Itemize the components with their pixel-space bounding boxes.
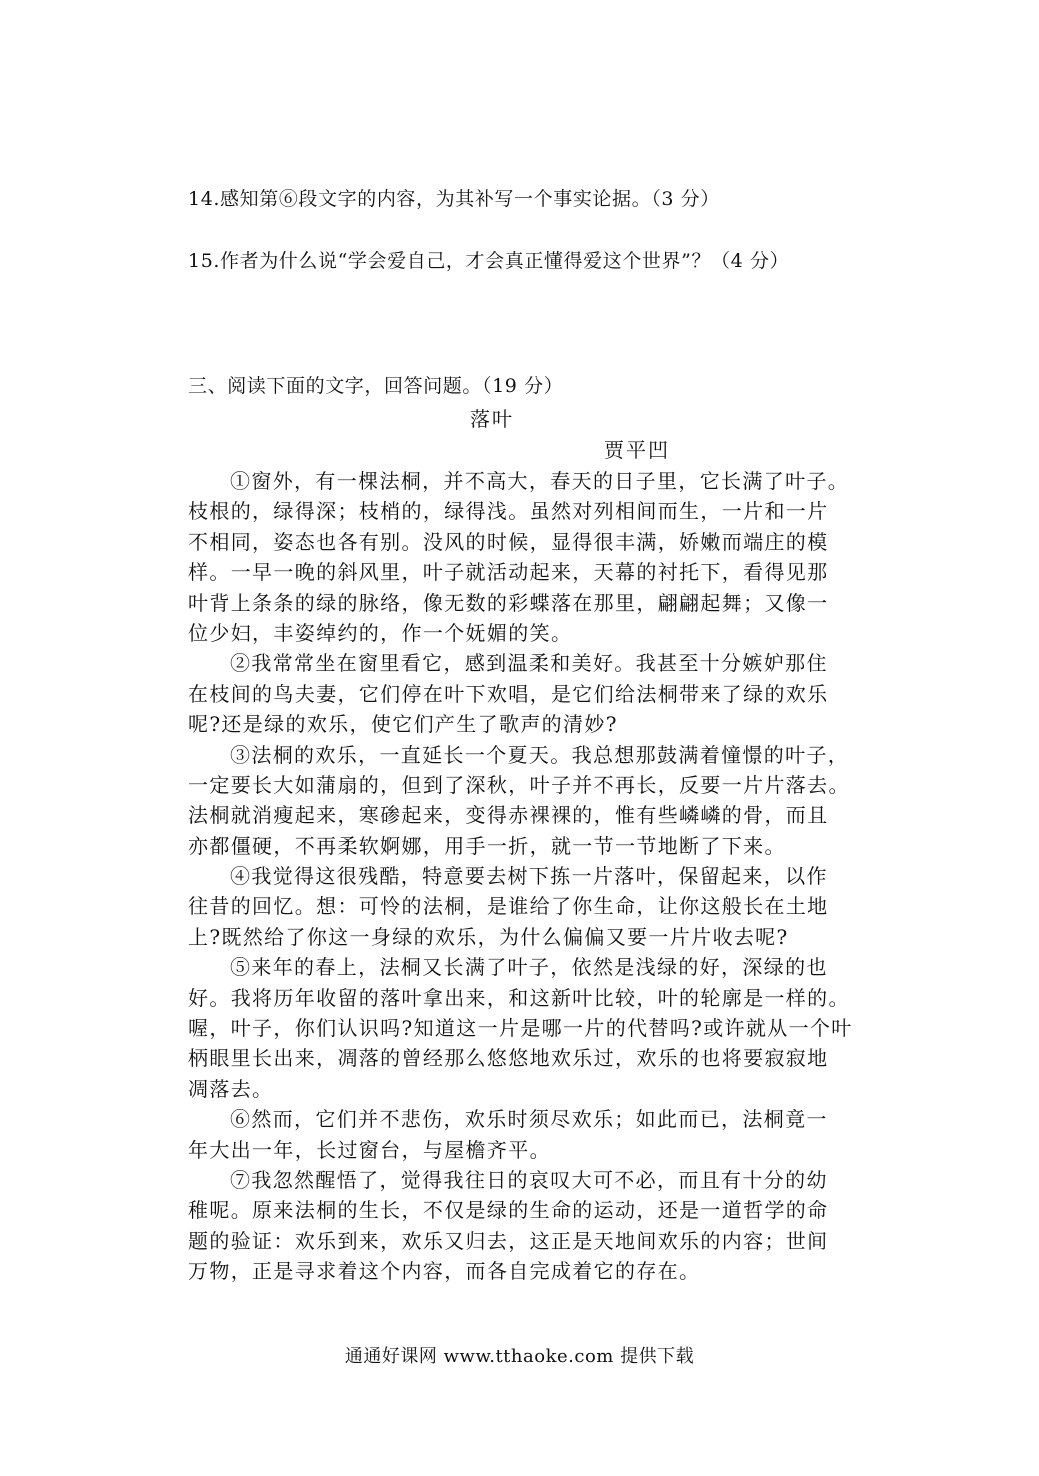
paragraph-1-line: 位少妇，丰姿绰约的，作一个妩媚的笑。: [188, 620, 573, 645]
article-author: 贾平凹: [604, 438, 670, 462]
paragraph-1-line: 枝根的，绿得深；枝梢的，绿得浅。虽然对列相间而生，一片和一片: [188, 499, 829, 524]
article-title: 落叶: [470, 407, 514, 431]
paragraph-1-line: 叶背上条条的绿的脉络，像无数的彩蝶落在那里，翩翩起舞；又像一: [188, 590, 829, 615]
paragraph-4-line: 上?既然给了你这一身绿的欢乐，为什么偏偏又要一片片收去呢?: [188, 924, 789, 949]
paragraph-1-line: ①窗外，有一棵法桐，并不高大，春天的日子里，它长满了叶子。: [230, 469, 850, 493]
paragraph-7-line: 万物，正是寻求着这个内容，而各自完成着它的存在。: [188, 1259, 701, 1284]
paragraph-7-line: 稚呢。原来法桐的生长，不仅是绿的生命的运动，还是一道哲学的命: [188, 1198, 829, 1223]
paragraph-4-line: ④我觉得这很残酷，特意要去树下拣一片落叶，保留起来，以作: [230, 864, 828, 889]
paragraph-2-line: 呢?还是绿的欢乐，使它们产生了歌声的清妙?: [188, 712, 618, 737]
paragraph-3-line: 一定要长大如蒲扇的，但到了深秋，叶子并不再长，反要一片片落去。: [188, 772, 850, 797]
paragraph-6-line: 年大出一年，长过窗台，与屋檐齐平。: [188, 1137, 551, 1162]
paragraph-5-line: 凋落去。: [188, 1076, 274, 1101]
paragraph-3-line: 法桐就消瘦起来，寒碜起来，变得赤裸裸的，惟有些嶙嶙的骨，而且: [188, 803, 829, 828]
page-footer: 通通好课网 www.tthaoke.com 提供下载: [344, 1346, 695, 1367]
paragraph-2-line: ②我常常坐在窗里看它，感到温柔和美好。我甚至十分嫉妒那住: [230, 651, 828, 676]
paragraph-5-line: ⑤来年的春上，法桐又长满了叶子，依然是浅绿的好，深绿的也: [230, 955, 828, 980]
section-heading: 三、阅读下面的文字，回答问题。（19 分）: [188, 375, 564, 397]
paragraph-7-line: ⑦我忽然醒悟了，觉得我往日的哀叹大可不必，而且有十分的幼: [230, 1167, 828, 1192]
question-15: 15.作者为什么说“学会爱自己，才会真正懂得爱这个世界”？（4 分）: [188, 250, 790, 272]
paragraph-5-line: 好。我将历年收留的落叶拿出来，和这新叶比较，叶的轮廓是一样的。: [188, 985, 850, 1010]
paragraph-5-line: 喔，叶子，你们认识吗?知道这一片是哪一片的代替吗?或许就从一个叶: [188, 1016, 853, 1041]
paragraph-6-line: ⑥然而，它们并不悲伤，欢乐时须尽欢乐；如此而已，法桐竟一: [230, 1107, 828, 1132]
question-14: 14.感知第⑥段文字的内容，为其补写一个事实论据。（3 分）: [188, 188, 720, 210]
paragraph-1-line: 样。一早一晚的斜风里，叶子就活动起来，天幕的衬托下，看得见那: [188, 560, 829, 585]
paragraph-4-line: 往昔的回忆。想：可怜的法桐，是谁给了你生命，让你这般长在土地: [188, 894, 829, 919]
paragraph-7-line: 题的验证：欢乐到来，欢乐又归去，这正是天地间欢乐的内容；世间: [188, 1228, 829, 1253]
article-body: [188, 466, 858, 1287]
paragraph-1-line: 不相同，姿态也各有别。没风的时候，显得很丰满，娇嫩而端庄的模: [188, 529, 829, 554]
paragraph-5-line: 柄眼里长出来，凋落的曾经那么悠悠地欢乐过，欢乐的也将要寂寂地: [188, 1046, 829, 1071]
paragraph-2-line: 在枝间的鸟夫妻，它们停在叶下欢唱，是它们给法桐带来了绿的欢乐: [188, 681, 829, 706]
paragraph-3-line: 亦都僵硬，不再柔软婀娜，用手一折，就一节一节地断了下来。: [188, 833, 786, 858]
paragraph-3-line: ③法桐的欢乐，一直延长一个夏天。我总想那鼓满着憧憬的叶子，: [230, 742, 850, 767]
